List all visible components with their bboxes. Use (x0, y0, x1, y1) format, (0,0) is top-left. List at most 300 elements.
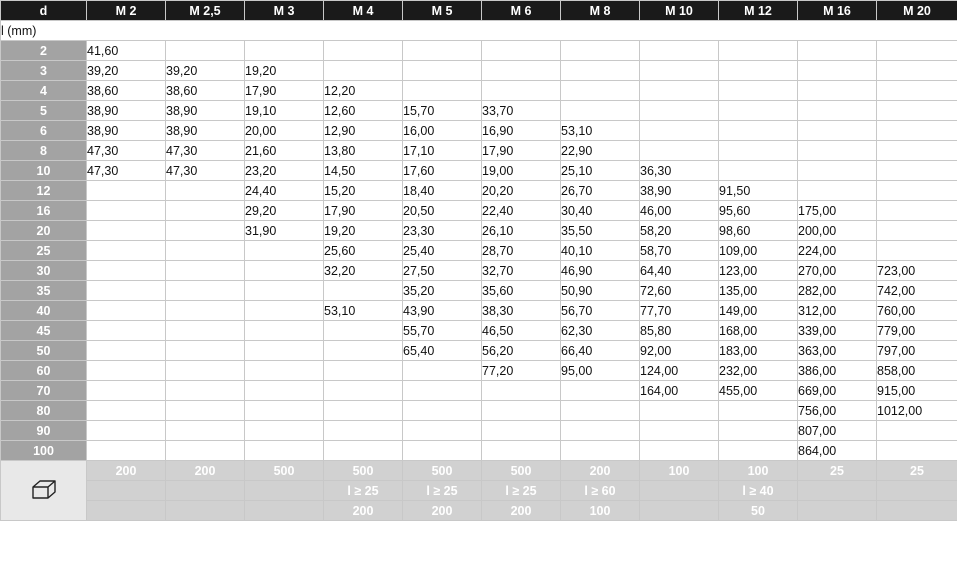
length-label: 6 (1, 121, 87, 141)
price-cell (719, 121, 798, 141)
price-cell: 25,10 (561, 161, 640, 181)
price-cell (324, 401, 403, 421)
price-cell (561, 101, 640, 121)
package-reduced-quantity-cell (87, 501, 166, 521)
package-condition-cell (245, 481, 324, 501)
package-reduced-quantity-cell: 200 (324, 501, 403, 521)
price-cell: 98,60 (719, 221, 798, 241)
column-header: M 2 (87, 1, 166, 21)
price-cell: 17,90 (245, 81, 324, 101)
price-cell: 26,70 (561, 181, 640, 201)
price-cell: 455,00 (719, 381, 798, 401)
header-row (1, 1, 957, 21)
price-cell: 200,00 (798, 221, 877, 241)
price-cell (166, 401, 245, 421)
price-cell (482, 421, 561, 441)
column-header: M 8 (561, 1, 640, 21)
length-label: 80 (1, 401, 87, 421)
price-cell (87, 241, 166, 261)
price-cell: 19,20 (324, 221, 403, 241)
length-label: 4 (1, 81, 87, 101)
table-row (1, 81, 957, 101)
price-cell (798, 81, 877, 101)
length-label: 2 (1, 41, 87, 61)
price-cell (719, 41, 798, 61)
table-row (1, 421, 957, 441)
column-header: M 12 (719, 1, 798, 21)
price-cell (245, 401, 324, 421)
price-cell (166, 201, 245, 221)
price-cell: 36,30 (640, 161, 719, 181)
price-cell: 47,30 (166, 141, 245, 161)
column-header: M 5 (403, 1, 482, 21)
price-cell (87, 401, 166, 421)
price-cell (719, 61, 798, 81)
price-cell (166, 381, 245, 401)
price-cell (719, 441, 798, 461)
package-reduced-quantity-cell: 200 (403, 501, 482, 521)
price-cell (719, 401, 798, 421)
price-cell (719, 141, 798, 161)
price-cell: 28,70 (482, 241, 561, 261)
package-condition-cell (877, 481, 957, 501)
price-cell: 92,00 (640, 341, 719, 361)
price-cell (719, 161, 798, 181)
price-cell (561, 61, 640, 81)
price-cell (245, 361, 324, 381)
price-cell: 56,70 (561, 301, 640, 321)
price-cell: 23,20 (245, 161, 324, 181)
length-label: 70 (1, 381, 87, 401)
package-reduced-quantity-cell: 50 (719, 501, 798, 521)
corner-header: d (1, 1, 87, 21)
price-cell: 66,40 (561, 341, 640, 361)
price-cell: 41,60 (87, 41, 166, 61)
price-cell: 363,00 (798, 341, 877, 361)
price-cell: 38,60 (87, 81, 166, 101)
package-quantity-cell: 25 (798, 461, 877, 481)
price-cell (166, 321, 245, 341)
price-cell (324, 41, 403, 61)
price-cell: 58,70 (640, 241, 719, 261)
table-row (1, 341, 957, 361)
price-cell (640, 441, 719, 461)
package-reduced-quantity-cell: 200 (482, 501, 561, 521)
price-cell (719, 101, 798, 121)
column-header: M 10 (640, 1, 719, 21)
price-cell (245, 421, 324, 441)
price-cell: 38,90 (166, 121, 245, 141)
price-cell (877, 41, 957, 61)
price-cell (87, 261, 166, 281)
price-cell (798, 101, 877, 121)
price-cell (166, 341, 245, 361)
price-cell: 39,20 (87, 61, 166, 81)
price-cell (877, 201, 957, 221)
price-cell: 95,00 (561, 361, 640, 381)
length-label: 40 (1, 301, 87, 321)
package-quantity-cell: 500 (245, 461, 324, 481)
price-cell (482, 81, 561, 101)
price-cell: 16,00 (403, 121, 482, 141)
price-cell (324, 361, 403, 381)
price-cell: 22,40 (482, 201, 561, 221)
price-cell: 124,00 (640, 361, 719, 381)
price-cell (166, 421, 245, 441)
price-cell: 53,10 (324, 301, 403, 321)
price-cell: 50,90 (561, 281, 640, 301)
length-label: 90 (1, 421, 87, 441)
price-cell (877, 161, 957, 181)
package-box-icon (1, 461, 87, 521)
price-cell (561, 41, 640, 61)
length-label: 10 (1, 161, 87, 181)
price-cell (877, 61, 957, 81)
price-cell (640, 81, 719, 101)
price-cell: 27,50 (403, 261, 482, 281)
length-label: 20 (1, 221, 87, 241)
price-cell: 38,90 (166, 101, 245, 121)
price-cell: 109,00 (719, 241, 798, 261)
price-cell (640, 121, 719, 141)
price-cell: 807,00 (798, 421, 877, 441)
price-cell (403, 381, 482, 401)
column-header: M 20 (877, 1, 957, 21)
price-cell (324, 421, 403, 441)
price-cell (482, 441, 561, 461)
length-label: 45 (1, 321, 87, 341)
price-cell: 386,00 (798, 361, 877, 381)
column-header: M 4 (324, 1, 403, 21)
price-cell: 19,10 (245, 101, 324, 121)
price-cell (561, 441, 640, 461)
price-cell: 38,90 (87, 101, 166, 121)
package-condition-cell: l ≥ 25 (403, 481, 482, 501)
price-cell: 742,00 (877, 281, 957, 301)
price-cell (245, 381, 324, 401)
package-condition-cell (640, 481, 719, 501)
price-cell: 20,50 (403, 201, 482, 221)
price-cell (877, 441, 957, 461)
price-cell (798, 41, 877, 61)
package-reduced-quantity-cell (877, 501, 957, 521)
price-cell (798, 121, 877, 141)
table-row (1, 301, 957, 321)
price-cell: 1012,00 (877, 401, 957, 421)
price-cell (640, 101, 719, 121)
price-cell: 282,00 (798, 281, 877, 301)
price-cell (403, 421, 482, 441)
price-cell: 56,20 (482, 341, 561, 361)
price-cell: 77,70 (640, 301, 719, 321)
price-cell: 760,00 (877, 301, 957, 321)
packaging-row (1, 501, 957, 521)
price-cell: 95,60 (719, 201, 798, 221)
table-row (1, 441, 957, 461)
price-cell (166, 41, 245, 61)
package-condition-cell: l ≥ 25 (482, 481, 561, 501)
price-cell (403, 81, 482, 101)
price-cell: 47,30 (166, 161, 245, 181)
price-cell (719, 421, 798, 441)
price-cell: 723,00 (877, 261, 957, 281)
packaging-row (1, 481, 957, 501)
package-quantity-cell: 100 (719, 461, 798, 481)
price-cell (245, 321, 324, 341)
price-cell: 915,00 (877, 381, 957, 401)
price-cell: 339,00 (798, 321, 877, 341)
package-quantity-cell: 200 (166, 461, 245, 481)
table-row (1, 201, 957, 221)
package-reduced-quantity-cell (798, 501, 877, 521)
price-cell (324, 281, 403, 301)
price-cell: 17,60 (403, 161, 482, 181)
price-cell (561, 81, 640, 101)
length-label: 60 (1, 361, 87, 381)
table-row (1, 141, 957, 161)
price-cell: 35,60 (482, 281, 561, 301)
price-cell (324, 381, 403, 401)
price-cell: 20,20 (482, 181, 561, 201)
price-cell: 270,00 (798, 261, 877, 281)
table-row (1, 101, 957, 121)
price-cell (87, 181, 166, 201)
price-cell (245, 41, 324, 61)
price-cell (324, 61, 403, 81)
price-cell (640, 41, 719, 61)
price-cell (798, 61, 877, 81)
price-cell (245, 441, 324, 461)
price-cell (877, 181, 957, 201)
price-cell (403, 41, 482, 61)
package-condition-cell: l ≥ 25 (324, 481, 403, 501)
price-cell: 64,40 (640, 261, 719, 281)
price-cell (482, 381, 561, 401)
price-cell (482, 41, 561, 61)
price-cell: 53,10 (561, 121, 640, 141)
package-reduced-quantity-cell: 100 (561, 501, 640, 521)
price-cell (719, 81, 798, 101)
price-cell: 40,10 (561, 241, 640, 261)
price-cell (798, 161, 877, 181)
length-label: 5 (1, 101, 87, 121)
price-cell: 29,20 (245, 201, 324, 221)
price-cell (798, 141, 877, 161)
price-cell (877, 241, 957, 261)
price-cell: 23,30 (403, 221, 482, 241)
price-cell (166, 361, 245, 381)
price-cell: 17,10 (403, 141, 482, 161)
price-cell: 46,00 (640, 201, 719, 221)
price-cell: 20,00 (245, 121, 324, 141)
price-cell (166, 441, 245, 461)
table-row (1, 361, 957, 381)
price-cell (245, 241, 324, 261)
package-condition-cell: l ≥ 60 (561, 481, 640, 501)
unit-row (1, 21, 957, 41)
table-row (1, 401, 957, 421)
price-cell: 232,00 (719, 361, 798, 381)
price-cell: 312,00 (798, 301, 877, 321)
price-cell: 19,00 (482, 161, 561, 181)
price-cell: 22,90 (561, 141, 640, 161)
package-quantity-cell: 500 (324, 461, 403, 481)
length-label: 12 (1, 181, 87, 201)
price-cell (877, 121, 957, 141)
price-cell (87, 441, 166, 461)
price-cell: 149,00 (719, 301, 798, 321)
price-cell (166, 281, 245, 301)
price-cell (482, 401, 561, 421)
price-cell: 168,00 (719, 321, 798, 341)
package-quantity-cell: 25 (877, 461, 957, 481)
price-cell: 38,30 (482, 301, 561, 321)
price-cell: 46,90 (561, 261, 640, 281)
price-cell: 135,00 (719, 281, 798, 301)
price-cell: 14,50 (324, 161, 403, 181)
price-cell: 31,90 (245, 221, 324, 241)
price-cell: 24,40 (245, 181, 324, 201)
table-row (1, 41, 957, 61)
length-label: 8 (1, 141, 87, 161)
price-cell: 47,30 (87, 161, 166, 181)
price-cell: 224,00 (798, 241, 877, 261)
table-row (1, 161, 957, 181)
package-quantity-cell: 500 (403, 461, 482, 481)
price-cell (877, 221, 957, 241)
price-cell: 175,00 (798, 201, 877, 221)
package-condition-cell (798, 481, 877, 501)
price-cell (324, 341, 403, 361)
price-cell: 77,20 (482, 361, 561, 381)
price-cell: 123,00 (719, 261, 798, 281)
price-cell: 797,00 (877, 341, 957, 361)
price-cell (87, 321, 166, 341)
price-cell (877, 141, 957, 161)
price-cell: 26,10 (482, 221, 561, 241)
price-cell: 38,60 (166, 81, 245, 101)
price-cell (877, 101, 957, 121)
table-row (1, 221, 957, 241)
price-cell (166, 181, 245, 201)
price-cell (166, 241, 245, 261)
package-quantity-cell: 200 (561, 461, 640, 481)
price-cell: 17,90 (324, 201, 403, 221)
price-cell (640, 141, 719, 161)
price-cell (640, 61, 719, 81)
price-cell: 91,50 (719, 181, 798, 201)
column-header: M 3 (245, 1, 324, 21)
price-cell (324, 441, 403, 461)
price-cell: 85,80 (640, 321, 719, 341)
length-label: 25 (1, 241, 87, 261)
price-cell: 864,00 (798, 441, 877, 461)
table-body (1, 21, 957, 521)
package-reduced-quantity-cell (245, 501, 324, 521)
price-cell (87, 221, 166, 241)
length-label: 50 (1, 341, 87, 361)
price-cell: 15,20 (324, 181, 403, 201)
price-cell: 65,40 (403, 341, 482, 361)
price-cell: 756,00 (798, 401, 877, 421)
table-row (1, 241, 957, 261)
package-condition-cell: l ≥ 40 (719, 481, 798, 501)
table-row (1, 381, 957, 401)
price-cell (403, 61, 482, 81)
price-cell (87, 301, 166, 321)
length-label: 3 (1, 61, 87, 81)
price-cell (877, 81, 957, 101)
column-header: M 16 (798, 1, 877, 21)
price-cell (877, 421, 957, 441)
price-cell (87, 201, 166, 221)
price-cell: 183,00 (719, 341, 798, 361)
price-cell (482, 61, 561, 81)
price-cell: 12,60 (324, 101, 403, 121)
price-cell (166, 301, 245, 321)
price-cell: 25,40 (403, 241, 482, 261)
table-row (1, 281, 957, 301)
price-cell (245, 261, 324, 281)
table-row (1, 121, 957, 141)
price-cell (403, 441, 482, 461)
price-cell (561, 381, 640, 401)
length-label: 30 (1, 261, 87, 281)
price-cell: 46,50 (482, 321, 561, 341)
table-row (1, 261, 957, 281)
package-reduced-quantity-cell (166, 501, 245, 521)
package-quantity-cell: 100 (640, 461, 719, 481)
column-header: M 2,5 (166, 1, 245, 21)
price-cell (561, 401, 640, 421)
price-cell: 164,00 (640, 381, 719, 401)
price-cell: 32,70 (482, 261, 561, 281)
package-quantity-cell: 200 (87, 461, 166, 481)
price-cell: 16,90 (482, 121, 561, 141)
price-cell: 858,00 (877, 361, 957, 381)
packaging-row (1, 461, 957, 481)
price-cell (640, 421, 719, 441)
length-label: 35 (1, 281, 87, 301)
price-cell: 35,20 (403, 281, 482, 301)
package-condition-cell (87, 481, 166, 501)
price-cell: 17,90 (482, 141, 561, 161)
package-condition-cell (166, 481, 245, 501)
price-cell: 72,60 (640, 281, 719, 301)
price-cell: 39,20 (166, 61, 245, 81)
price-cell (87, 421, 166, 441)
price-cell (561, 421, 640, 441)
price-cell: 15,70 (403, 101, 482, 121)
price-cell: 25,60 (324, 241, 403, 261)
price-cell: 55,70 (403, 321, 482, 341)
price-cell (87, 281, 166, 301)
price-cell (245, 281, 324, 301)
price-cell: 62,30 (561, 321, 640, 341)
price-cell: 33,70 (482, 101, 561, 121)
price-cell: 43,90 (403, 301, 482, 321)
price-cell: 38,90 (640, 181, 719, 201)
table-row (1, 321, 957, 341)
price-cell: 18,40 (403, 181, 482, 201)
price-cell: 38,90 (87, 121, 166, 141)
package-quantity-cell: 500 (482, 461, 561, 481)
price-cell: 21,60 (245, 141, 324, 161)
unit-label: l (mm) (1, 21, 957, 41)
price-cell: 13,80 (324, 141, 403, 161)
price-cell (403, 361, 482, 381)
price-cell: 35,50 (561, 221, 640, 241)
